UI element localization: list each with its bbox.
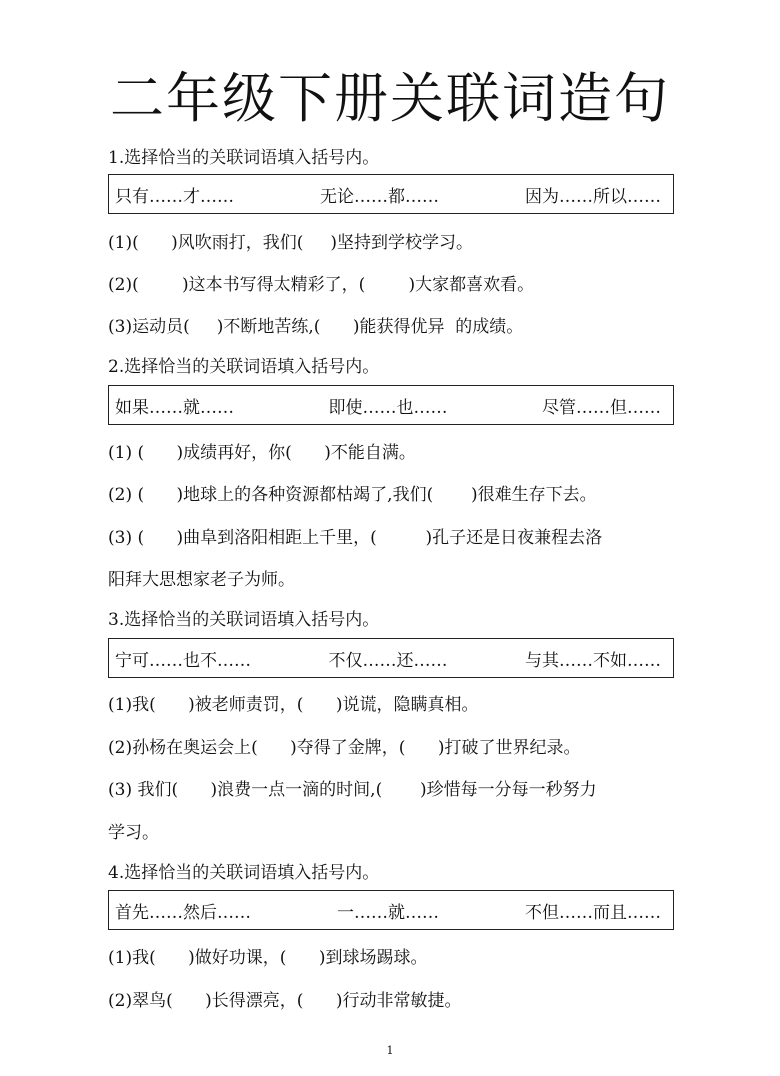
section-2-heading: 2.选择恰当的关联词语填入括号内。 <box>108 357 380 377</box>
word-option: 不但……而且…… <box>525 902 661 923</box>
question-line: (1)我( )被老师责罚，( )说谎，隐瞒真相。 <box>108 695 479 715</box>
word-option: 不仅……还…… <box>328 650 448 671</box>
word-option: 因为……所以…… <box>525 186 661 207</box>
section-1-word-box <box>108 174 674 214</box>
question-line: (2)( )这本书写得太精彩了，( )大家都喜欢看。 <box>108 275 535 295</box>
section-2-word-box <box>108 385 674 425</box>
word-option: 无论……都…… <box>320 186 439 207</box>
section-4-heading: 4.选择恰当的关联词语填入括号内。 <box>108 863 380 883</box>
word-option: 即使……也…… <box>328 397 448 418</box>
word-option: 如果……就…… <box>115 397 234 418</box>
word-option: 宁可……也不…… <box>115 650 251 671</box>
section-3-heading: 3.选择恰当的关联词语填入括号内。 <box>108 610 380 630</box>
question-line: (3) ( )曲阜到洛阳相距上千里，( )孔子还是日夜兼程去洛 <box>108 528 603 548</box>
question-line: (3)运动员( )不断地苦练,( )能获得优异 的成绩。 <box>108 317 524 337</box>
question-line: 学习。 <box>108 823 159 843</box>
section-4-word-box <box>108 890 674 930</box>
word-option: 首先……然后…… <box>115 902 251 923</box>
word-option: 尽管……但…… <box>542 397 661 418</box>
question-line: (1)( )风吹雨打，我们( )坚持到学校学习。 <box>108 233 474 253</box>
question-line: (1)我( )做好功课，( )到球场踢球。 <box>108 948 428 968</box>
word-option: 一……就…… <box>337 902 439 923</box>
question-line: (2)孙杨在奥运会上( )夺得了金牌，( )打破了世界纪录。 <box>108 738 581 758</box>
word-option: 与其……不如…… <box>525 650 661 671</box>
question-line: (2)翠鸟( )长得漂亮，( )行动非常敏捷。 <box>108 991 462 1011</box>
question-line: (3) 我们( )浪费一点一滴的时间,( )珍惜每一分每一秒努力 <box>108 780 597 800</box>
page-number: 1 <box>386 1044 394 1057</box>
page-title: 二年级下册关联词造句 <box>110 67 670 130</box>
question-line: (1) ( )成绩再好，你( )不能自满。 <box>108 443 416 463</box>
question-line: 阳拜大思想家老子为师。 <box>108 570 295 590</box>
section-3-word-box <box>108 638 674 678</box>
word-option: 只有……才…… <box>115 186 234 207</box>
section-1-heading: 1.选择恰当的关联词语填入括号内。 <box>108 148 380 168</box>
question-line: (2) ( )地球上的各种资源都枯竭了,我们( )很难生存下去。 <box>108 485 597 505</box>
